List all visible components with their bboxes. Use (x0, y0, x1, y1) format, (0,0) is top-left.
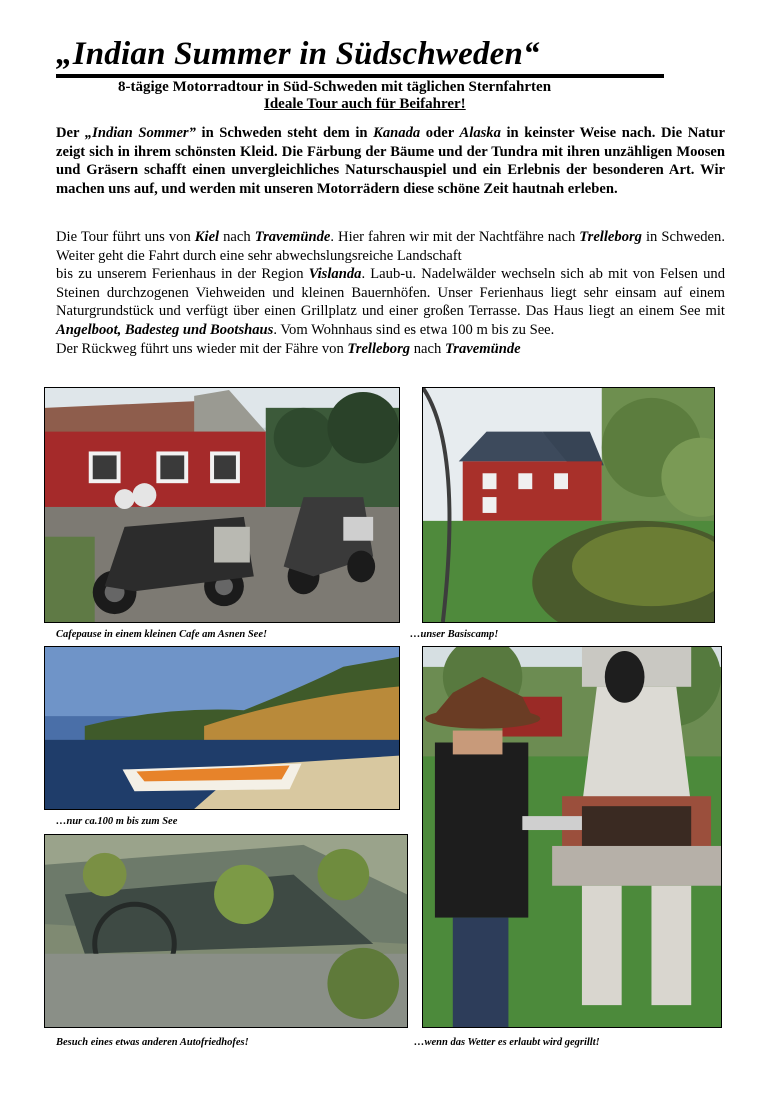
caption-cafe: Cafepause in einem kleinen Cafe am Asnen See! (56, 629, 268, 640)
intro-paragraph: Der „Indian Sommer” in Schweden steht dem in Kanada oder Alaska in keinster Weise nach. Die Natur zeigt sich in ihrem schönsten Kleid. Die Färbung der Bäume und der Tundra mit ihren unzähligen Moosen und Gräsern schafft einen unvergleichliches Naturschauspiel und ein Erlebnis der besonderen Art. Wir machen uns auf, und werden mit unseren Motorrädern diese schöne Zeit hautnah erleben. (56, 125, 725, 197)
photo-car-graveyard (44, 834, 408, 1028)
photo-lake-boat (44, 646, 400, 810)
caption-grilling: …wenn das Wetter es erlaubt wird gegrillt! (414, 1037, 600, 1048)
caption-lake: …nur ca.100 m bis zum See (56, 816, 178, 827)
photo-grilling (422, 646, 722, 1028)
caption-basecamp: …unser Basiscamp! (410, 629, 499, 640)
page-title: „Indian Summer in Südschweden“ (56, 36, 540, 72)
subtitle: 8-tägige Motorradtour in Süd-Schweden mit täglichen Sternfahrten (118, 79, 552, 95)
tagline: Ideale Tour auch für Beifahrer! (264, 96, 466, 112)
tour-description: Die Tour führt uns von Kiel nach Travemünde. Hier fahren wir mit der Nachtfähre nach Trelleborg in Schweden. Weiter geht die Fahrt durch eine sehr abwechslungsreiche Landschaft bis zu unserem Ferienhaus in der Region Vislanda. Laub-u. Nadelwälder wechseln sich ab mit von Felsen und Steinen durchzogenen Viehweiden und kleinen Bauernhöfen. Unser Ferienhaus liegt sehr einsam auf einem Naturgrundstück und verfügt über einen Grillplatz und einer großen Terrasse. Das Haus liegt an einem See mit Angelboot, Badesteg und Bootshaus. Vom Wohnhaus sind es etwa 100 m bis zu See. Der Rückweg führt uns wieder mit der Fähre von Trelleborg nach Travemünde (56, 229, 725, 357)
photo-basecamp-house (422, 387, 715, 623)
photo-cafe-motorcycles (44, 387, 400, 623)
caption-car-graveyard: Besuch eines etwas anderen Autofriedhofes! (56, 1037, 249, 1048)
